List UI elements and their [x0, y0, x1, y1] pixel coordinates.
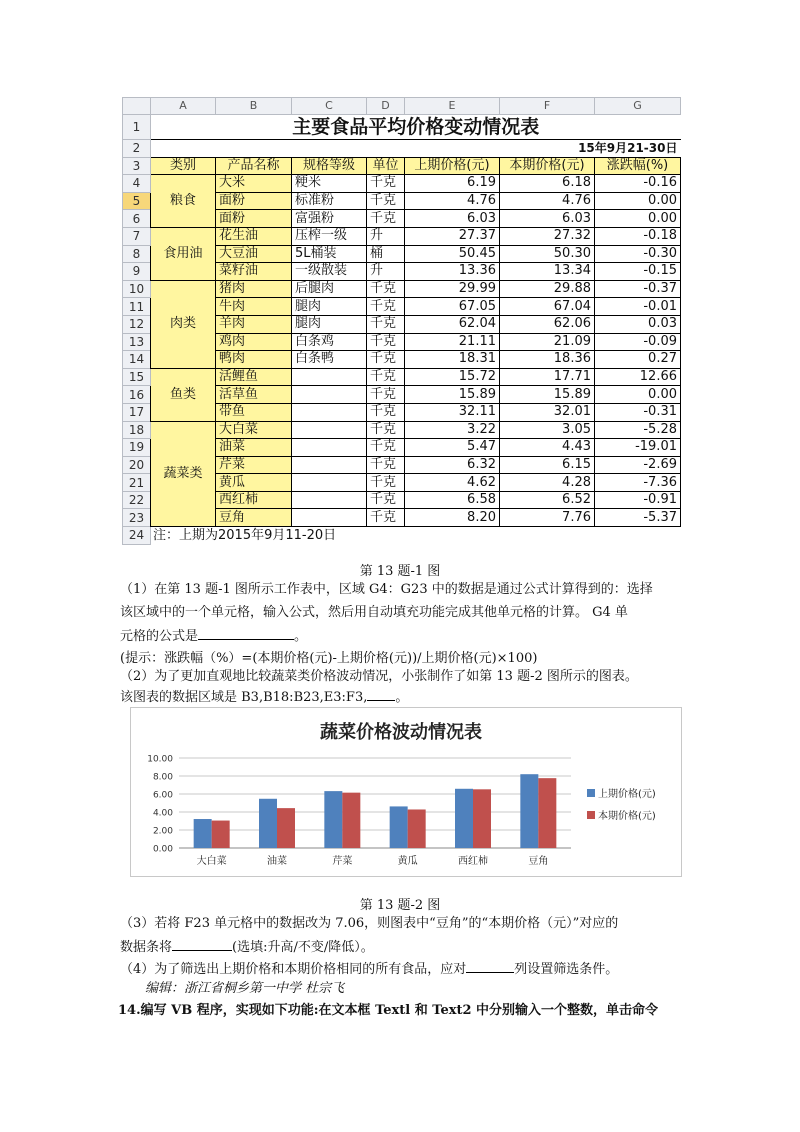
- x-tick-label: 芹菜: [332, 856, 353, 867]
- row-header[interactable]: 5: [123, 192, 151, 210]
- q2-line2-end: 。: [395, 690, 409, 705]
- grade-cell[interactable]: [292, 456, 367, 474]
- sheet-date-range[interactable]: 15年9月21-30日: [151, 140, 681, 158]
- unit-cell[interactable]: 千克: [367, 439, 405, 457]
- y-tick-label: 2.00: [152, 826, 173, 837]
- change-cell[interactable]: 0.00: [595, 192, 681, 210]
- column-header-g[interactable]: G: [595, 98, 681, 115]
- q1-line3-text: 元格的公式是: [120, 629, 199, 644]
- sheet-note[interactable]: 注：上期为2015年9月11-20日: [151, 527, 367, 545]
- product-cell[interactable]: 羊肉: [216, 315, 292, 333]
- q3-line2-text: 数据条将: [120, 940, 173, 955]
- prev-price-cell[interactable]: 6.19: [405, 175, 500, 193]
- row-header[interactable]: 22: [123, 491, 151, 509]
- row-header[interactable]: 12: [123, 315, 151, 333]
- prev-price-cell[interactable]: 6.58: [405, 491, 500, 509]
- table-row: [123, 115, 681, 140]
- prev-price-cell[interactable]: 13.36: [405, 263, 500, 281]
- prev-price-cell[interactable]: 15.72: [405, 368, 500, 386]
- row-header[interactable]: 21: [123, 474, 151, 492]
- q4-line1-end: 列设置筛选条件。: [514, 962, 619, 977]
- q1-answer-blank: [198, 627, 294, 640]
- q2-line1: （2）为了更加直观地比较蔬菜类价格波动情况，小张制作了如第 13 题-2 图所示的图表。: [120, 669, 638, 684]
- product-cell[interactable]: 面粉: [216, 210, 292, 228]
- category-cell[interactable]: 粮食: [151, 175, 216, 228]
- change-cell[interactable]: -0.09: [595, 333, 681, 351]
- curr-price-cell[interactable]: 62.06: [500, 315, 595, 333]
- curr-price-cell[interactable]: 3.05: [500, 421, 595, 439]
- curr-price-cell[interactable]: 6.15: [500, 456, 595, 474]
- column-header-row: [123, 98, 681, 115]
- change-cell[interactable]: 0.00: [595, 386, 681, 404]
- header-category[interactable]: 类别: [151, 157, 216, 175]
- curr-price-cell[interactable]: 17.71: [500, 368, 595, 386]
- column-header-e[interactable]: E: [405, 98, 500, 115]
- q4-line1: [120, 960, 618, 979]
- table-row: [123, 175, 681, 193]
- row-header[interactable]: 20: [123, 456, 151, 474]
- table-row: [123, 421, 681, 439]
- x-tick-label: 大白菜: [196, 856, 227, 867]
- unit-cell[interactable]: 千克: [367, 403, 405, 421]
- change-cell[interactable]: -5.28: [595, 421, 681, 439]
- q3-line2-end: (选填:升高/不变/降低）。: [232, 940, 374, 955]
- q4-line1-text: （4）为了筛选出上期价格和本期价格相同的所有食品，应对: [120, 962, 467, 977]
- prev-price-cell[interactable]: 4.76: [405, 192, 500, 210]
- grade-cell[interactable]: 白条鸡: [292, 333, 367, 351]
- curr-price-cell[interactable]: 6.03: [500, 210, 595, 228]
- change-cell[interactable]: -2.69: [595, 456, 681, 474]
- curr-price-cell[interactable]: 4.76: [500, 192, 595, 210]
- grade-cell[interactable]: 后腿肉: [292, 280, 367, 298]
- category-cell[interactable]: 食用油: [151, 227, 216, 280]
- curr-price-cell[interactable]: 32.01: [500, 403, 595, 421]
- row-header[interactable]: 7: [123, 227, 151, 245]
- row-header[interactable]: 4: [123, 175, 151, 193]
- unit-cell[interactable]: 千克: [367, 175, 405, 193]
- row-header[interactable]: 16: [123, 386, 151, 404]
- row-header[interactable]: 10: [123, 280, 151, 298]
- prev-price-cell[interactable]: 6.03: [405, 210, 500, 228]
- row-header[interactable]: 15: [123, 368, 151, 386]
- q2-line2: [120, 688, 408, 707]
- change-cell[interactable]: -0.30: [595, 245, 681, 263]
- table-row: [123, 527, 681, 545]
- row-header[interactable]: 1: [123, 115, 151, 140]
- header-curr-price[interactable]: 本期价格(元): [500, 157, 595, 175]
- unit-cell[interactable]: 千克: [367, 368, 405, 386]
- editor-credit: 编辑：浙江省桐乡第一中学 杜宗飞: [145, 981, 345, 996]
- row-header[interactable]: 14: [123, 351, 151, 369]
- vegetable-price-chart: [130, 707, 682, 877]
- change-cell[interactable]: -7.36: [595, 474, 681, 492]
- row-header[interactable]: 13: [123, 333, 151, 351]
- bar-prev-1: [259, 799, 277, 848]
- q1-line3: [120, 627, 307, 646]
- grade-cell[interactable]: 腿肉: [292, 298, 367, 316]
- product-cell[interactable]: 猪肉: [216, 280, 292, 298]
- unit-cell[interactable]: 千克: [367, 333, 405, 351]
- unit-cell[interactable]: 千克: [367, 456, 405, 474]
- header-unit[interactable]: 单位: [367, 157, 405, 175]
- product-cell[interactable]: 大豆油: [216, 245, 292, 263]
- change-cell[interactable]: -0.15: [595, 263, 681, 281]
- row-header[interactable]: 3: [123, 157, 151, 175]
- q3-answer-blank: [172, 938, 232, 951]
- q3-line2: [120, 938, 374, 957]
- curr-price-cell[interactable]: 18.36: [500, 351, 595, 369]
- product-cell[interactable]: 大米: [216, 175, 292, 193]
- product-cell[interactable]: 牛肉: [216, 298, 292, 316]
- prev-price-cell[interactable]: 6.32: [405, 456, 500, 474]
- row-header[interactable]: 9: [123, 263, 151, 281]
- curr-price-cell[interactable]: 21.09: [500, 333, 595, 351]
- change-cell[interactable]: 12.66: [595, 368, 681, 386]
- chart-title: 蔬菜价格波动情况表: [320, 722, 482, 743]
- prev-price-cell[interactable]: 21.11: [405, 333, 500, 351]
- curr-price-cell[interactable]: 29.88: [500, 280, 595, 298]
- unit-cell[interactable]: 千克: [367, 280, 405, 298]
- grade-cell[interactable]: 压榨一级: [292, 227, 367, 245]
- column-header-f[interactable]: F: [500, 98, 595, 115]
- curr-price-cell[interactable]: 6.18: [500, 175, 595, 193]
- bar-prev-0: [194, 819, 212, 848]
- unit-cell[interactable]: 千克: [367, 421, 405, 439]
- prev-price-cell[interactable]: 67.05: [405, 298, 500, 316]
- change-cell[interactable]: -0.37: [595, 280, 681, 298]
- q1-line3-end: 。: [294, 629, 308, 644]
- prev-price-cell[interactable]: 5.47: [405, 439, 500, 457]
- bar-curr-5: [538, 778, 556, 848]
- q3-line1: （3）若将 F23 单元格中的数据改为 7.06，则图表中“豆角”的“本期价格（元）”对应的: [120, 916, 619, 931]
- q2-answer-blank: [367, 688, 395, 701]
- row-header[interactable]: 19: [123, 439, 151, 457]
- change-cell[interactable]: 0.03: [595, 315, 681, 333]
- curr-price-cell[interactable]: 6.52: [500, 491, 595, 509]
- chart-gridlines: [179, 758, 571, 848]
- q1-hint: (提示：涨跌幅（%）=(本期价格(元)-上期价格(元))/上期价格(元)×100): [120, 651, 538, 666]
- row-header[interactable]: 8: [123, 245, 151, 263]
- row-header[interactable]: 18: [123, 421, 151, 439]
- q4-answer-blank: [466, 960, 514, 973]
- prev-price-cell[interactable]: 18.31: [405, 351, 500, 369]
- legend-label: 本期价格(元): [598, 811, 656, 822]
- select-all-corner[interactable]: [123, 98, 151, 115]
- q1-line1: （1）在第 13 题-1 图所示工作表中，区域 G4：G23 中的数据是通过公式计算得到的：选择: [120, 582, 653, 597]
- column-header-c[interactable]: C: [292, 98, 367, 115]
- y-tick-label: 10.00: [147, 754, 173, 765]
- y-tick-label: 8.00: [152, 772, 173, 783]
- product-cell[interactable]: 豆角: [216, 509, 292, 527]
- bar-curr-3: [408, 809, 426, 848]
- bar-curr-1: [277, 808, 295, 848]
- curr-price-cell[interactable]: 13.34: [500, 263, 595, 281]
- category-cell[interactable]: 鱼类: [151, 368, 216, 421]
- grade-cell[interactable]: [292, 403, 367, 421]
- product-cell[interactable]: 带鱼: [216, 403, 292, 421]
- x-tick-label: 黄瓜: [397, 856, 418, 867]
- unit-cell[interactable]: 千克: [367, 210, 405, 228]
- empty-cell[interactable]: [367, 527, 681, 545]
- unit-cell[interactable]: 千克: [367, 351, 405, 369]
- chart-y-ticks: [147, 755, 173, 855]
- bar-prev-4: [455, 789, 473, 848]
- prev-price-cell[interactable]: 3.22: [405, 421, 500, 439]
- change-cell[interactable]: -0.18: [595, 227, 681, 245]
- x-tick-label: 西红柿: [458, 856, 488, 867]
- change-cell[interactable]: -19.01: [595, 439, 681, 457]
- row-header[interactable]: 24: [123, 527, 151, 545]
- header-product[interactable]: 产品名称: [216, 157, 292, 175]
- row-header[interactable]: 23: [123, 509, 151, 527]
- column-header-b[interactable]: B: [216, 98, 292, 115]
- change-cell[interactable]: -0.16: [595, 175, 681, 193]
- header-prev-price[interactable]: 上期价格(元): [405, 157, 500, 175]
- prev-price-cell[interactable]: 29.99: [405, 280, 500, 298]
- column-header-a[interactable]: A: [151, 98, 216, 115]
- unit-cell[interactable]: 千克: [367, 192, 405, 210]
- grade-cell[interactable]: 腿肉: [292, 315, 367, 333]
- prev-price-cell[interactable]: 8.20: [405, 509, 500, 527]
- unit-cell[interactable]: 千克: [367, 315, 405, 333]
- bar-prev-3: [390, 806, 408, 848]
- product-cell[interactable]: 油菜: [216, 439, 292, 457]
- grade-cell[interactable]: 一级散装: [292, 263, 367, 281]
- y-tick-label: 6.00: [152, 790, 173, 801]
- unit-cell[interactable]: 千克: [367, 298, 405, 316]
- unit-cell[interactable]: 升: [367, 263, 405, 281]
- legend-label: 上期价格(元): [598, 789, 656, 800]
- change-cell[interactable]: 0.00: [595, 210, 681, 228]
- grade-cell[interactable]: 白条鸭: [292, 351, 367, 369]
- category-cell[interactable]: 蔬菜类: [151, 421, 216, 527]
- prev-price-cell[interactable]: 32.11: [405, 403, 500, 421]
- prev-price-cell[interactable]: 4.62: [405, 474, 500, 492]
- curr-price-cell[interactable]: 4.43: [500, 439, 595, 457]
- table-header-row: [123, 157, 681, 175]
- q2-line2-text: 该图表的数据区域是 B3,B18:B23,E3:F3,: [120, 690, 368, 705]
- x-tick-label: 豆角: [528, 856, 549, 867]
- product-cell[interactable]: 西红柿: [216, 491, 292, 509]
- chart-x-ticks: [197, 854, 549, 867]
- curr-price-cell[interactable]: 4.28: [500, 474, 595, 492]
- q1-line2: 该区域中的一个单元格，输入公式，然后用自动填充功能完成其他单元格的计算。 G4 单: [120, 605, 628, 620]
- legend-swatch: [587, 789, 595, 797]
- grade-cell[interactable]: 富强粉: [292, 210, 367, 228]
- table-row: [123, 140, 681, 158]
- grade-cell[interactable]: 5L桶装: [292, 245, 367, 263]
- product-cell[interactable]: 活鲤鱼: [216, 368, 292, 386]
- grade-cell[interactable]: [292, 421, 367, 439]
- prev-price-cell[interactable]: 50.45: [405, 245, 500, 263]
- product-cell[interactable]: 菜籽油: [216, 263, 292, 281]
- grade-cell[interactable]: 粳米: [292, 175, 367, 193]
- unit-cell[interactable]: 千克: [367, 386, 405, 404]
- product-cell[interactable]: 芹菜: [216, 456, 292, 474]
- category-cell[interactable]: 肉类: [151, 280, 216, 368]
- figure-caption-2: 第 13 题-2 图: [359, 898, 441, 913]
- header-grade[interactable]: 规格等级: [292, 157, 367, 175]
- row-header[interactable]: 2: [123, 140, 151, 158]
- change-cell[interactable]: 0.27: [595, 351, 681, 369]
- curr-price-cell[interactable]: 27.32: [500, 227, 595, 245]
- y-tick-label: 0.00: [152, 844, 173, 855]
- product-cell[interactable]: 大白菜: [216, 421, 292, 439]
- product-cell[interactable]: 面粉: [216, 192, 292, 210]
- product-cell[interactable]: 活草鱼: [216, 386, 292, 404]
- product-cell[interactable]: 花生油: [216, 227, 292, 245]
- prev-price-cell[interactable]: 62.04: [405, 315, 500, 333]
- grade-cell[interactable]: [292, 368, 367, 386]
- unit-cell[interactable]: 升: [367, 227, 405, 245]
- chart-legend: [587, 787, 656, 822]
- bar-curr-4: [473, 789, 491, 848]
- header-change[interactable]: 涨跌幅(%): [595, 157, 681, 175]
- curr-price-cell[interactable]: 67.04: [500, 298, 595, 316]
- y-tick-label: 4.00: [152, 808, 173, 819]
- grade-cell[interactable]: [292, 509, 367, 527]
- price-table: [122, 97, 681, 545]
- spreadsheet-image: [122, 97, 680, 541]
- figure-caption-1: 第 13 题-1 图: [359, 564, 441, 579]
- chart-bars: [194, 774, 557, 848]
- bar-curr-0: [212, 821, 230, 848]
- sheet-title[interactable]: 主要食品平均价格变动情况表: [151, 115, 681, 140]
- grade-cell[interactable]: [292, 491, 367, 509]
- table-row: [123, 368, 681, 386]
- product-cell[interactable]: 黄瓜: [216, 474, 292, 492]
- prev-price-cell[interactable]: 15.89: [405, 386, 500, 404]
- change-cell[interactable]: -5.37: [595, 509, 681, 527]
- grade-cell[interactable]: [292, 439, 367, 457]
- curr-price-cell[interactable]: 50.30: [500, 245, 595, 263]
- grade-cell[interactable]: 标准粉: [292, 192, 367, 210]
- table-row: [123, 227, 681, 245]
- change-cell[interactable]: -0.01: [595, 298, 681, 316]
- grade-cell[interactable]: [292, 386, 367, 404]
- chart-svg: [131, 708, 681, 876]
- row-header[interactable]: 17: [123, 403, 151, 421]
- q14-line: 14.编写 VB 程序，实现如下功能:在文本框 Textl 和 Text2 中分别输入一个整数，单击命令: [118, 1003, 659, 1018]
- column-header-d[interactable]: D: [367, 98, 405, 115]
- change-cell[interactable]: -0.91: [595, 491, 681, 509]
- product-cell[interactable]: 鸡肉: [216, 333, 292, 351]
- bar-prev-2: [324, 791, 342, 848]
- bar-prev-5: [520, 774, 538, 848]
- grade-cell[interactable]: [292, 474, 367, 492]
- prev-price-cell[interactable]: 27.37: [405, 227, 500, 245]
- table-row: [123, 280, 681, 298]
- x-tick-label: 油菜: [267, 856, 287, 867]
- row-header[interactable]: 6: [123, 210, 151, 228]
- curr-price-cell[interactable]: 7.76: [500, 509, 595, 527]
- legend-swatch: [587, 811, 595, 819]
- row-header[interactable]: 11: [123, 298, 151, 316]
- unit-cell[interactable]: 千克: [367, 509, 405, 527]
- unit-cell[interactable]: 桶: [367, 245, 405, 263]
- unit-cell[interactable]: 千克: [367, 491, 405, 509]
- product-cell[interactable]: 鸭肉: [216, 351, 292, 369]
- unit-cell[interactable]: 千克: [367, 474, 405, 492]
- bar-curr-2: [342, 793, 360, 848]
- curr-price-cell[interactable]: 15.89: [500, 386, 595, 404]
- change-cell[interactable]: -0.31: [595, 403, 681, 421]
